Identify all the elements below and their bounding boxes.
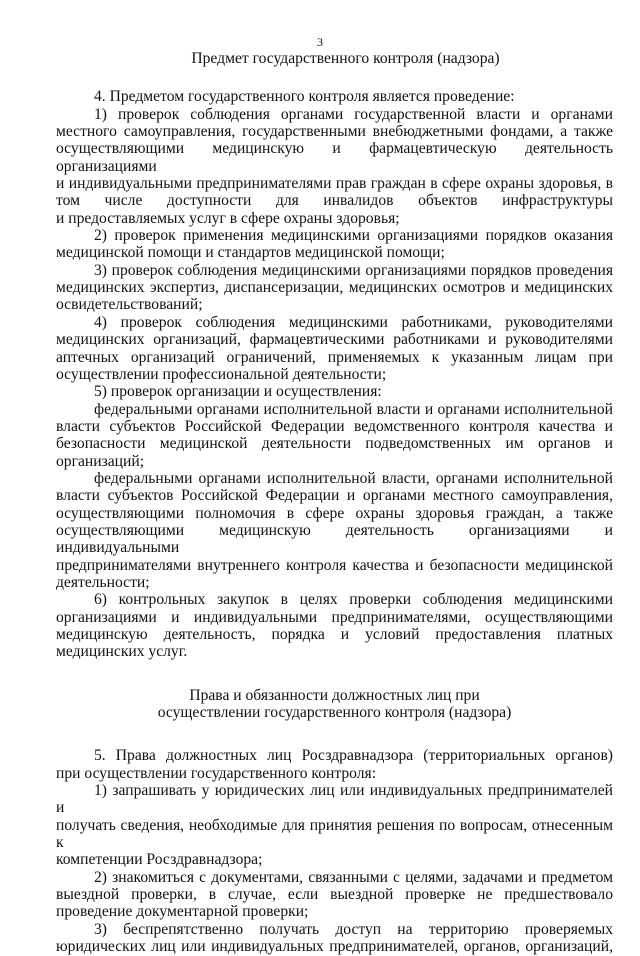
text-line: власти субъектов Российской Федерации ведомственного контроля качества и bbox=[56, 417, 613, 435]
text-line: освидетельствований; bbox=[56, 296, 203, 314]
text-line: 6) контрольных закупок в целях проверки соблюдения медицинскими bbox=[94, 591, 613, 609]
text-line: том числе доступности для инвалидов объектов инфраструктуры bbox=[56, 192, 613, 210]
text-line: 2) знакомиться с документами, связанными с целями, задачами и предметом bbox=[94, 868, 613, 886]
document-body bbox=[56, 50, 613, 956]
text-line: получать сведения, необходимые для принятия решения по вопросам, отнесенным к bbox=[56, 816, 613, 852]
text-line: проведение документарной проверки; bbox=[56, 903, 309, 921]
text-line: медицинских экспертиз, диспансеризации, медицинских осмотров и медицинских bbox=[56, 279, 613, 297]
text-line: власти субъектов Российской Федерации и органами местного самоуправления, bbox=[56, 487, 613, 505]
text-line: аптечных организаций ограничений, применяемых к указанным лицам при bbox=[56, 348, 613, 366]
section-title-rights-line1: Права и обязанности должностных лиц при bbox=[189, 686, 480, 704]
text-line: осуществляющими полномочия в сфере охраны здоровья граждан, а также bbox=[56, 504, 613, 522]
text-line: медицинских услуг. bbox=[56, 643, 188, 661]
text-line: юридических лиц или индивидуальных предпринимателей, органов, организаций, bbox=[56, 938, 613, 956]
text-line: 5. Права должностных лиц Росздравнадзора (территориальных органов) bbox=[94, 747, 613, 765]
text-line: медицинской помощи и стандартов медицинской помощи; bbox=[56, 244, 445, 262]
text-line: медицинских организаций, фармацевтическими работниками и руководителями bbox=[56, 331, 613, 349]
text-line: 2) проверок применения медицинскими организациями порядков оказания bbox=[94, 227, 613, 245]
text-line: федеральными органами исполнительной власти, органами исполнительной bbox=[94, 469, 613, 487]
text-line: организациями и индивидуальными предпринимателями, осуществляющими bbox=[56, 608, 613, 626]
text-line: 3) беспрепятственно получать доступ на территорию проверяемых bbox=[94, 920, 613, 938]
section-title-rights-line2: осуществлении государственного контроля (надзора) bbox=[157, 704, 512, 722]
text-line: 5) проверок организации и осуществления: bbox=[94, 383, 382, 401]
text-line: организаций; bbox=[56, 452, 145, 470]
text-line: и индивидуальными предпринимателями прав граждан в сфере охраны здоровья, в bbox=[56, 175, 613, 193]
text-line: 1) проверок соблюдения органами государственной власти и органами bbox=[94, 105, 613, 123]
text-line: и предоставляемых услуг в сфере охраны здоровья; bbox=[56, 209, 400, 227]
text-line: 1) запрашивать у юридических лиц или индивидуальных предпринимателей и bbox=[56, 782, 613, 817]
text-line: при осуществлении государственного контроля: bbox=[56, 764, 377, 782]
text-line: безопасности медицинской деятельности подведомственных им органов и bbox=[56, 435, 613, 453]
text-line: выездной проверки, в случае, если выездной проверке не предшествовало bbox=[56, 886, 613, 904]
text-line: деятельности; bbox=[56, 573, 150, 591]
text-line: медицинскую деятельность, порядка и условий предоставления платных bbox=[56, 626, 613, 643]
text-line: осуществлении профессиональной деятельности; bbox=[56, 365, 387, 383]
text-line: местного самоуправления, государственными внебюджетными фондами, а также bbox=[56, 123, 613, 141]
text-line: 4. Предметом государственного контроля является проведение: bbox=[94, 88, 515, 106]
text-line: компетенции Росздравнадзора; bbox=[56, 851, 263, 869]
text-line: осуществляющими медицинскую деятельность организациями и индивидуальными bbox=[56, 521, 613, 557]
page-number: 3 bbox=[317, 35, 323, 49]
text-line: 3) проверок соблюдения медицинскими организациями порядков проведения bbox=[94, 261, 613, 279]
text-line: предпринимателями внутреннего контроля качества и безопасности медицинской bbox=[56, 556, 613, 574]
section-subject-body bbox=[56, 88, 613, 660]
text-line: федеральными органами исполнительной власти и органами исполнительной bbox=[94, 400, 613, 418]
text-line: 4) проверок соблюдения медицинскими работниками, руководителями bbox=[94, 313, 613, 331]
section-rights-body bbox=[56, 747, 613, 955]
text-line: осуществляющими медицинскую и фармацевтическую деятельность организациями bbox=[56, 140, 613, 175]
section-title-subject: Предмет государственного контроля (надзора) bbox=[191, 50, 500, 67]
